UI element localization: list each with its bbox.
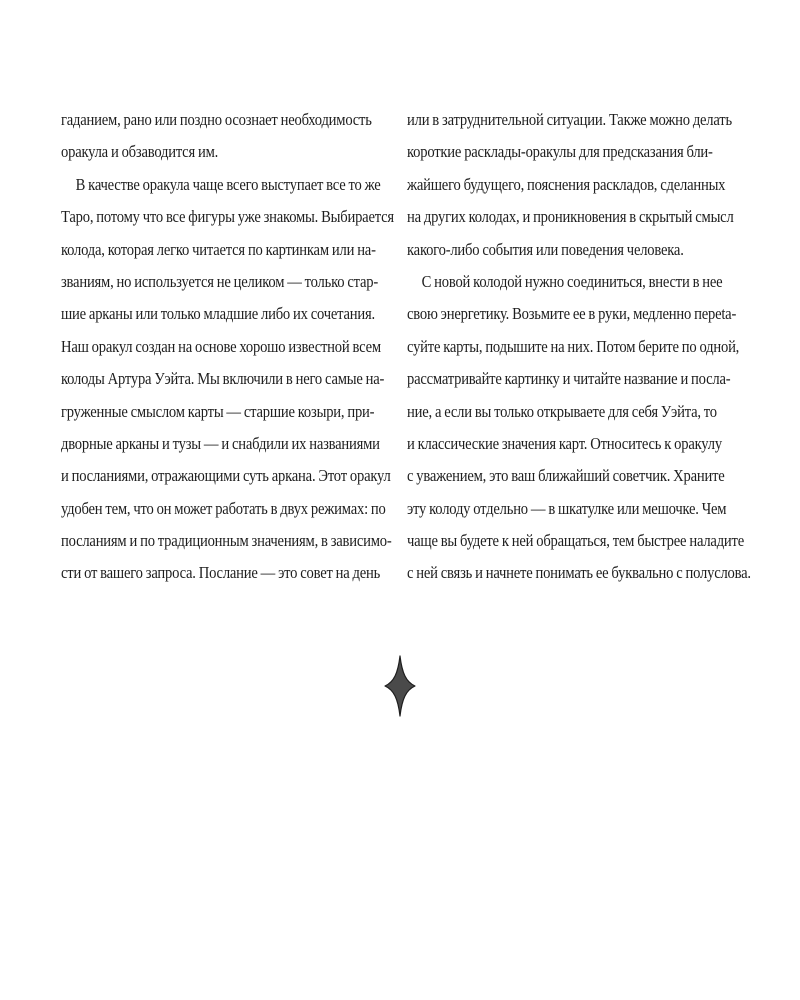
text-line: посланиям и по традиционным значениям, в зависимо- — [61, 531, 392, 551]
text-line: колода, которая легко читается по картинкам или на- — [61, 239, 376, 259]
text-line: шие арканы или только младшие либо их сочетания. — [61, 304, 375, 324]
text-line: с уважением, это ваш ближайший советчик. Храните — [407, 466, 725, 486]
text-line: жайшего будущего, пояснения раскладов, сделанных — [407, 174, 726, 194]
text-line: с ней связь и начнете понимать ее буквально с полуслова. — [407, 563, 751, 583]
paragraph-start-line: В качестве оракула чаще всего выступает все то же — [75, 174, 381, 194]
text-line: колоды Артура Уэйта. Мы включили в него самые на- — [61, 369, 385, 389]
text-line: оракула и обзаводится им. — [61, 142, 219, 162]
text-line: короткие расклады-оракулы для предсказания бли- — [407, 142, 713, 162]
text-line: чаще вы будете к ней обращаться, тем быстрее наладите — [407, 531, 744, 551]
four-point-star-icon — [384, 655, 416, 717]
left-text-column — [61, 104, 396, 590]
text-line: или в затруднительной ситуации. Также можно делать — [407, 110, 732, 129]
text-line: груженные смыслом карты — старшие козыри, при- — [61, 401, 375, 421]
text-line: Таро, потому что все фигуры уже знакомы. Выбирается — [61, 207, 394, 227]
text-line: какого-либо события или поведения человека. — [407, 239, 684, 259]
text-line: суйте карты, подышите на них. Потом берите по одной, — [407, 336, 740, 356]
text-line: на других колодах, и проникновения в скрытый смысл — [407, 207, 734, 227]
text-line: удобен тем, что он может работать в двух режимах: по — [61, 498, 386, 518]
text-line: эту колоду отдельно — в шкатулке или мешочке. Чем — [407, 498, 727, 518]
text-line: званиям, но используется не целиком — только стар- — [61, 271, 378, 291]
text-line: и классические значения карт. Относитесь к оракулу — [407, 433, 722, 453]
text-line: свою энергетику. Возьмите ее в руки, медленно переta- — [407, 304, 737, 324]
right-text-column — [407, 104, 751, 590]
text-line: Наш оракул создан на основе хорошо известной всем — [61, 336, 381, 356]
text-line: сти от вашего запроса. Послание — это совет на день — [61, 563, 381, 583]
text-line: ние, а если вы только открываете для себя Уэйта, то — [407, 401, 717, 421]
paragraph-start-line: С новой колодой нужно соединиться, внести в нее — [421, 271, 723, 291]
text-line: дворные арканы и тузы — и снабдили их названиями — [61, 433, 380, 453]
text-line: и посланиями, отражающими суть аркана. Этот оракул — [61, 466, 391, 486]
text-line: рассматривайте картинку и читайте название и посла- — [407, 369, 731, 389]
text-line: гаданием, рано или поздно осознает необходимость — [61, 110, 372, 129]
